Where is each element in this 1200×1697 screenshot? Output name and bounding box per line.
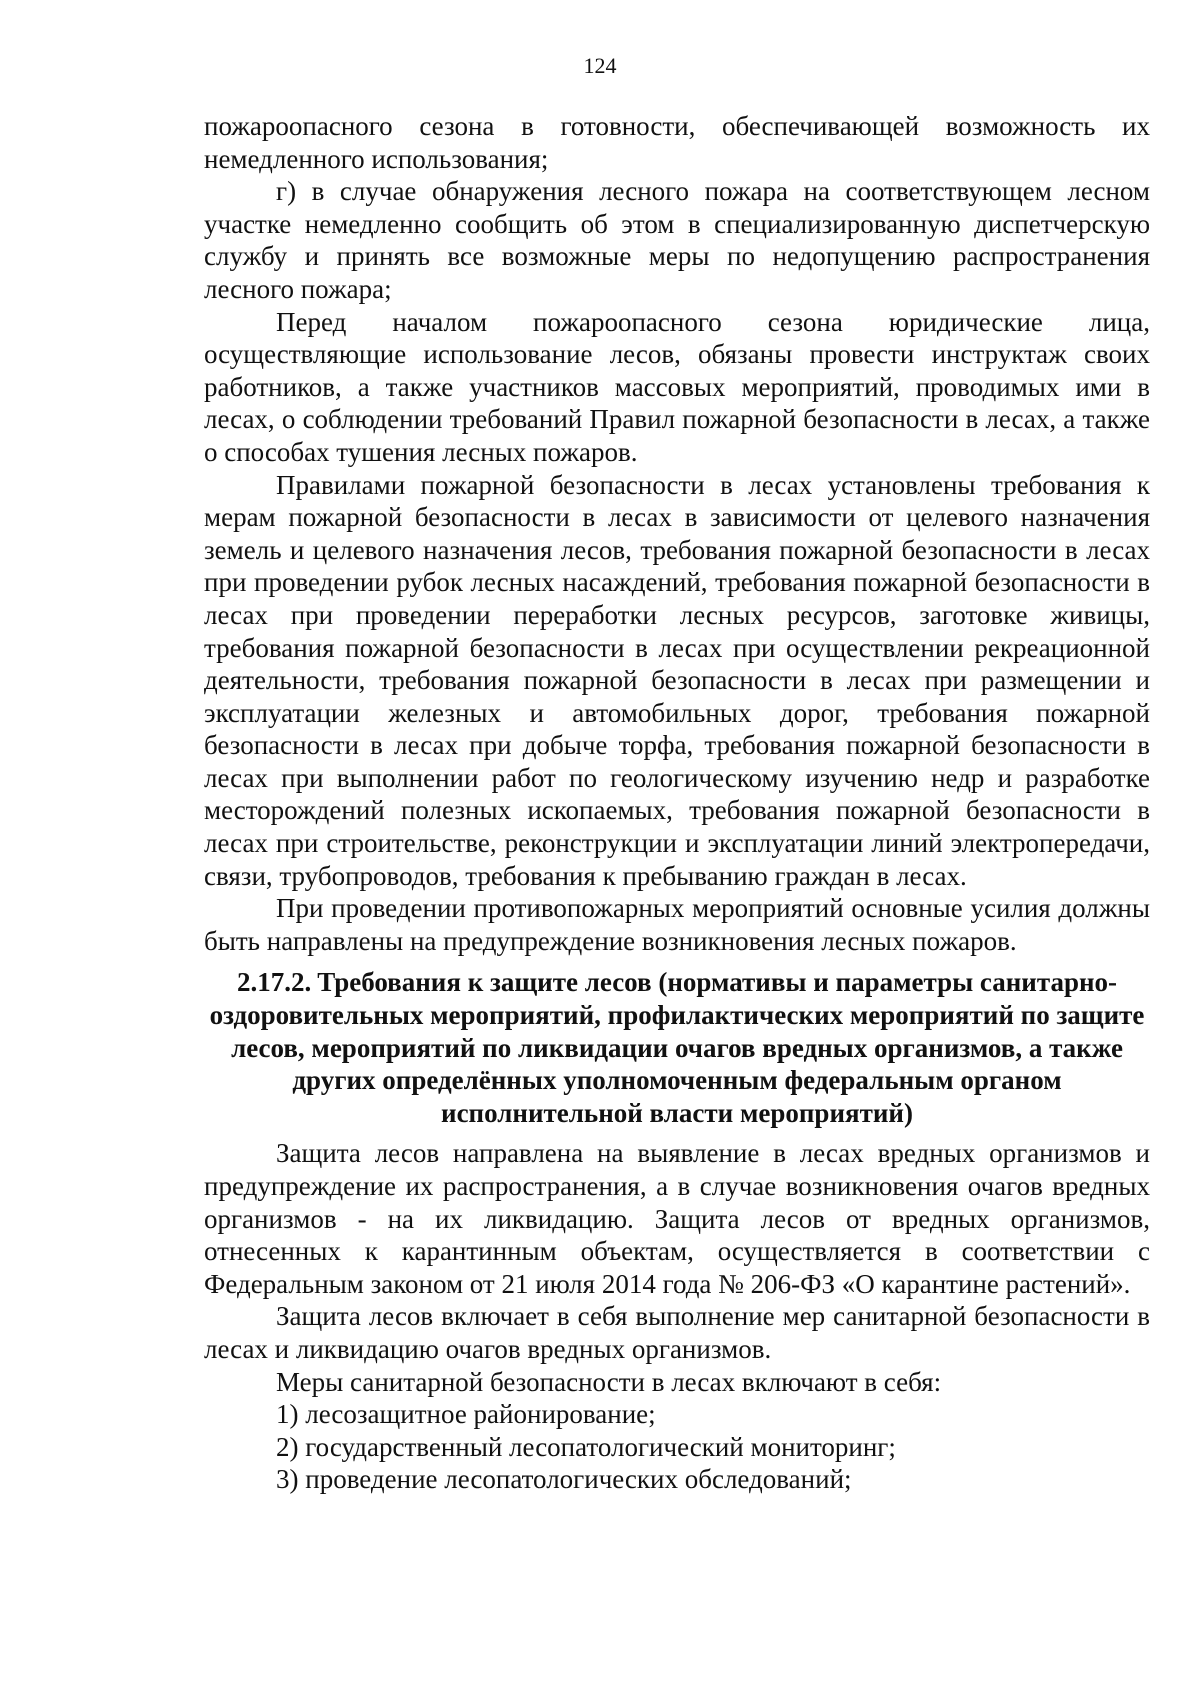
- paragraph: Защита лесов включает в себя выполнение мер санитарной безопасности в лесах и ликвидацию очагов вредных организмов.: [204, 1301, 1150, 1364]
- paragraph: г) в случае обнаружения лесного пожара на соответствующем лесном участке немедленно сообщить об этом в специализированную диспетчерскую службу и принять все возможные меры по недопущению распространения лесного пожара;: [204, 176, 1150, 304]
- paragraph: Меры санитарной безопасности в лесах включают в себя:: [276, 1366, 942, 1397]
- section-number: 2.17.2.: [236, 967, 312, 998]
- document-body: [204, 110, 1150, 1496]
- paragraph: При проведении противопожарных мероприятий основные усилия должны быть направлены на предупреждение возникновения лесных пожаров.: [204, 893, 1150, 956]
- list-item: 2) государственный лесопатологический мониторинг;: [276, 1431, 896, 1462]
- list-item: 1) лесозащитное районирование;: [276, 1399, 656, 1430]
- section-heading: [204, 966, 1150, 1129]
- page-number: 124: [583, 53, 617, 78]
- paragraph: Правилами пожарной безопасности в лесах установлены требования к мерам пожарной безопасности в лесах в зависимости от целевого назначения земель и целевого назначения лесов, требования пожарной безопасности в лесах при проведении рубок лесных насаждений, требования пожарной безопасности в лесах при проведении переработки лесных ресурсов, заготовке живицы, требования пожарной безопасности в лесах при осуществлении рекреационной деятельности, требования пожарной безопасности в лесах при размещении и эксплуатации железных и автомобильных дорог, требования пожарной безопасности в лесах при добыче торфа, требования пожарной безопасности в лесах при выполнении работ по геологическому изучению недр и разработке месторождений полезных ископаемых, требования пожарной безопасности в лесах при строительстве, реконструкции и эксплуатации линий электропередачи, связи, трубопроводов, требования к пребыванию граждан в лесах.: [204, 469, 1150, 891]
- list-item: 3) проведение лесопатологических обследований;: [276, 1464, 852, 1495]
- section-title: Требования к защите лесов (нормативы и параметры санитарно-оздоровительных мероприятий, профилактических мероприятий по защите лесов, мероприятий по ликвидации очагов вредных организмов, а также других определённых уполномоченным федеральным органом исполнительной власти мероприятий): [209, 967, 1145, 1128]
- paragraph: пожароопасного сезона в готовности, обеспечивающей возможность их немедленного использования;: [204, 111, 1150, 174]
- paragraph: Защита лесов направлена на выявление в лесах вредных организмов и предупреждение их распространения, а в случае возникновения очагов вредных организмов - на их ликвидацию. Защита лесов от вредных организмов, отнесенных к карантинным объектам, осуществляется в соответствии с Федеральным законом от 21 июля 2014 года № 206-ФЗ «О карантине растений».: [204, 1138, 1150, 1299]
- paragraph: Перед началом пожароопасного сезона юридические лица, осуществляющие использование лесов, обязаны провести инструктаж своих работников, а также участников массовых мероприятий, проводимых ими в лесах, о соблюдении требований Правил пожарной безопасности в лесах, а также о способах тушения лесных пожаров.: [204, 306, 1150, 467]
